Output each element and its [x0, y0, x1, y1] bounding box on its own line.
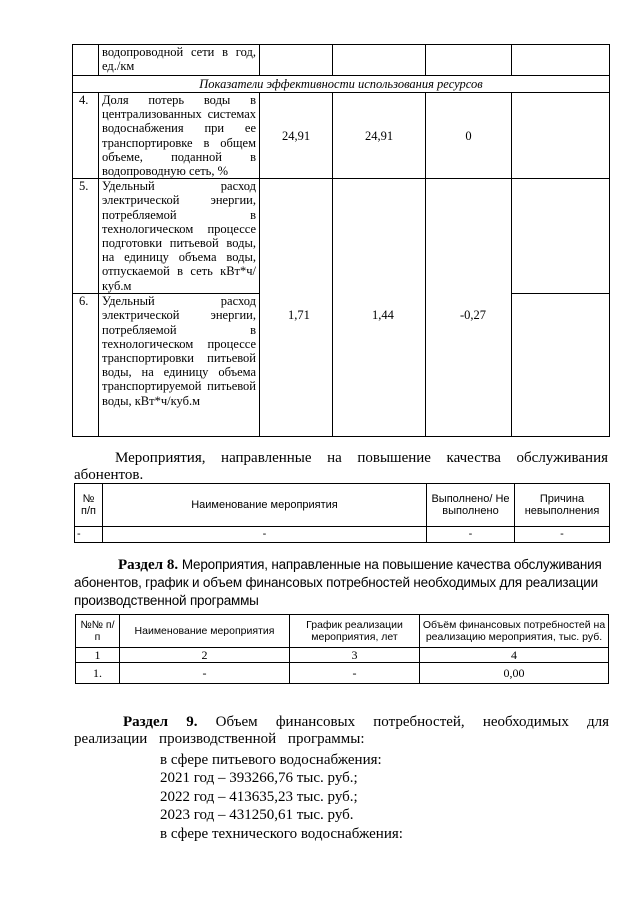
table-row: [75, 527, 610, 543]
cell: 0,00: [420, 663, 609, 684]
value-fact: 1,44: [372, 308, 394, 322]
indicator-name: Доля потерь воды в централизованных системах водоснабжения при ее транспортировке в общем объеме, поданной в водопроводную сеть, %: [99, 93, 260, 179]
measures-table: [74, 483, 610, 543]
table-row: [73, 45, 610, 76]
cell: [260, 45, 333, 76]
section-text: Мероприятия, направленные на повышение качества обслуживания абонентов, график и объем финансовых потребностей необходимых для реализации производственной программы: [74, 557, 602, 608]
value-deviation: -0,27: [460, 308, 487, 322]
column-header: № п/п: [75, 484, 103, 527]
indicator-name: Удельный расход электрической энергии, потребляемой в технологическом процессе подготовки питьевой воды, на единицу объема воды, отпускаемой в сеть кВт*ч/куб.м: [99, 179, 260, 294]
cell: -: [120, 663, 290, 684]
column-header: Объём финансовых потребностей на реализацию мероприятия, тыс. руб.: [420, 615, 609, 648]
value-deviation: 0: [426, 93, 512, 179]
cell: 1.: [76, 663, 120, 684]
cell: -: [75, 527, 103, 543]
section-8-paragraph: [74, 556, 609, 610]
cell: 4: [420, 648, 609, 663]
table-row: [73, 93, 610, 179]
list-item: в сфере питьевого водоснабжения:: [160, 752, 382, 768]
cell: [512, 179, 610, 294]
value-plan: 24,91: [260, 93, 333, 179]
list-item: 2022 год – 413635,23 тыс. руб.;: [160, 788, 358, 805]
row-number: 5.: [73, 179, 99, 294]
section-9-paragraph: [74, 714, 609, 748]
indicators-table: [72, 44, 610, 437]
table-index-row: [76, 648, 609, 663]
cell: 1: [76, 648, 120, 663]
cell: [512, 45, 610, 76]
cell: -: [427, 527, 515, 543]
cell: [512, 294, 610, 437]
cell: 3: [290, 648, 420, 663]
section-row: [73, 76, 610, 93]
cell: [426, 45, 512, 76]
table-header-row: [75, 484, 610, 527]
column-header: Наименование мероприятия: [103, 484, 427, 527]
row-number: 6.: [73, 294, 99, 437]
section-label: Раздел 8.: [118, 557, 179, 573]
list-item: 2021 год – 393266,76 тыс. руб.;: [160, 770, 358, 787]
cell: -: [103, 527, 427, 543]
cell: 2: [120, 648, 290, 663]
column-header: Наименование мероприятия: [120, 615, 290, 648]
indicator-name: Удельный расход электрической энергии, потребляемой в технологическом процессе транспортировки питьевой воды, на единицу объема транспортируемой питьевой воды, кВт*ч/куб.м: [99, 294, 260, 437]
list-item: 2023 год – 431250,61 тыс. руб.: [160, 807, 354, 824]
list-item: в сфере технического водоснабжения:: [160, 825, 403, 842]
financing-lines: [160, 751, 600, 843]
value-fact: 24,91: [333, 93, 426, 179]
cell: -: [290, 663, 420, 684]
value-plan: 1,71: [288, 308, 310, 322]
row-number: 4.: [73, 93, 99, 179]
column-header: №№ п/п: [76, 615, 120, 648]
cell: -: [515, 527, 610, 543]
table-header-row: [76, 615, 609, 648]
column-header: Причина невыполнения: [515, 484, 610, 527]
table-row: [76, 663, 609, 684]
section-title: Показатели эффективности использования ресурсов: [73, 76, 610, 93]
column-header: График реализации мероприятия, лет: [290, 615, 420, 648]
cell: [512, 93, 610, 179]
table-row: [73, 179, 610, 294]
measures-heading: Мероприятия, направленные на повышение качества обслуживания абонентов.: [74, 450, 608, 483]
indicator-name: водопроводной сети в год, ед./км: [99, 45, 260, 76]
row-number: [73, 45, 99, 76]
column-header: Выполнено/ Не выполнено: [427, 484, 515, 527]
financing-table: [75, 614, 609, 684]
section-label: Раздел 9.: [123, 714, 198, 730]
section-text: Объем финансовых потребностей, необходимых для реализации производственной программы:: [74, 714, 609, 747]
cell: [333, 45, 426, 76]
